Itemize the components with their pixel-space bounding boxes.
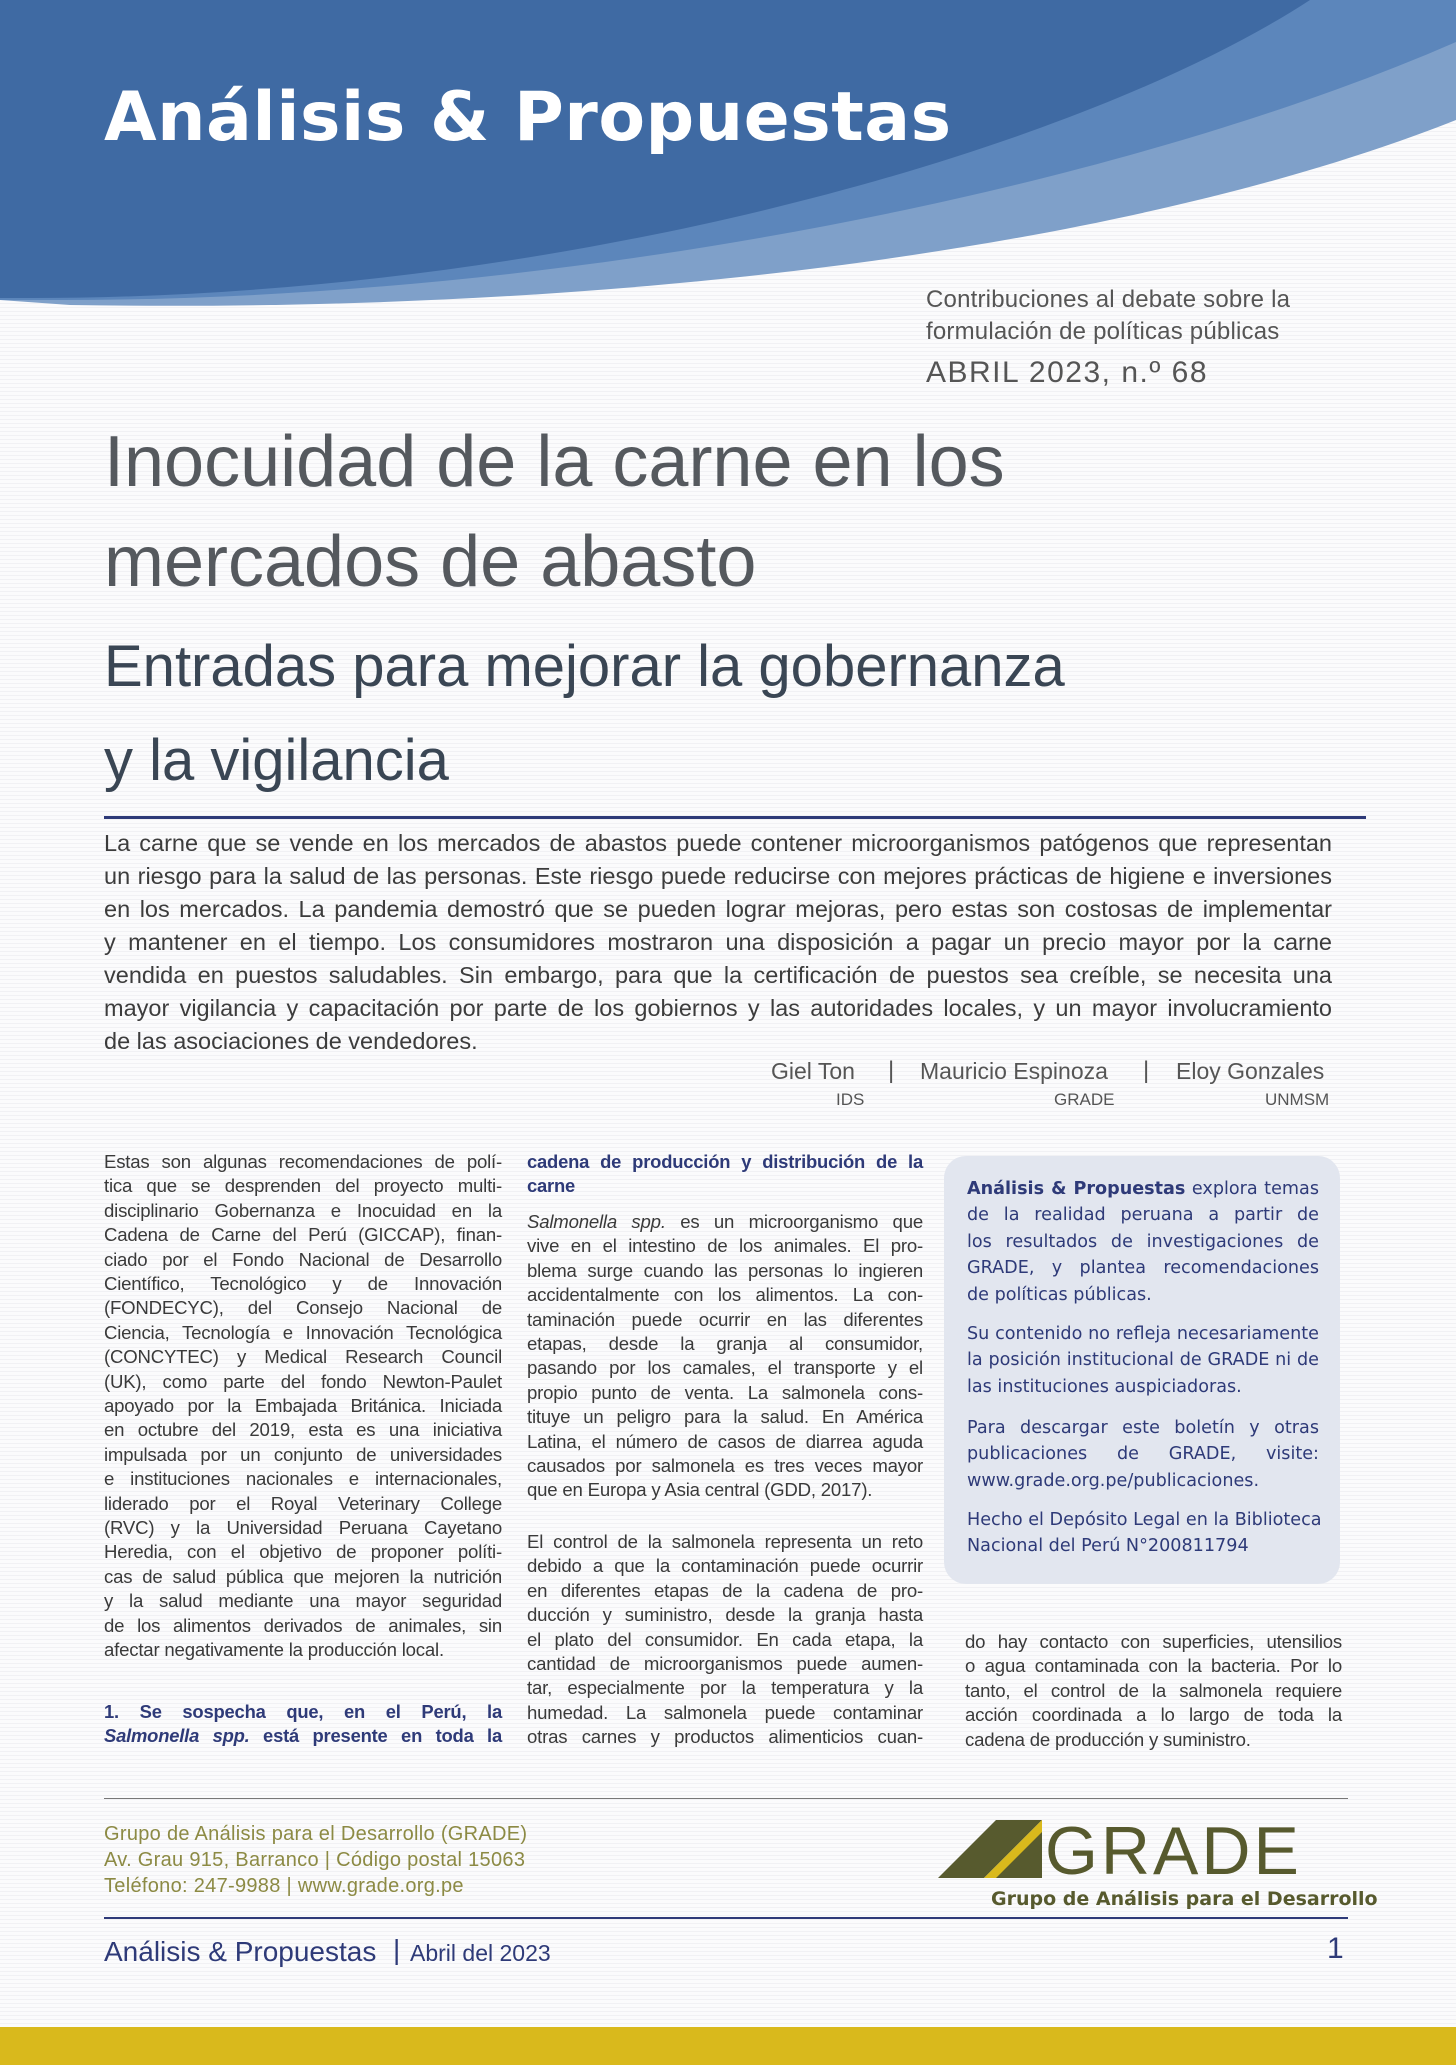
footer-date: Abril del 2023 (410, 1940, 551, 1966)
body-text-line: o agua contaminada con la bacteria. Por lo (965, 1655, 1342, 1677)
body-text-line: (CONCYTEC) y Medical Research Council (104, 1346, 502, 1368)
body-text-line: liderado por el Royal Veterinary College (104, 1492, 502, 1514)
body-text-line: tanto, el control de la salmonela requiere (965, 1679, 1342, 1701)
bottom-accent-bar (0, 2027, 1456, 2065)
abstract-line: en los mercados. La pandemia demostró que se pueden lograr mejoras, pero estas son costosas de implementar (104, 896, 1332, 922)
body-text-line: (FONDECYC), del Consejo Nacional de (104, 1297, 502, 1319)
body-text-line: (RVC) y la Universidad Peruana Cayetano (104, 1517, 502, 1538)
abstract-line: vendida en puestos saludables. Sin embargo, para que la certificación de puestos sea creíble, se necesita una (104, 962, 1332, 988)
body-text-line: Latina, el número de casos de diarrea aguda (527, 1430, 923, 1452)
body-text-line: propio punto de venta. La salmonela cons- (527, 1381, 923, 1403)
footer-rule (104, 1917, 1348, 1919)
article-subtitle-line: Entradas para mejorar la gobernanza (104, 634, 1065, 699)
article-title-line: Inocuidad de la carne en los (104, 422, 1005, 502)
sidebar-text-line: Hecho el Depósito Legal en la Biblioteca (967, 1510, 1322, 1530)
org-name: Grupo de Análisis para el Desarrollo (GRADE) (104, 1823, 528, 1845)
body-text-line: que en Europa y Asia central (GDD, 2017). (527, 1479, 873, 1501)
body-text-line: cadena de producción y suministro. (965, 1728, 1251, 1750)
header-banner (0, 0, 1456, 320)
sidebar-text-line: de políticas públicas. (967, 1284, 1152, 1305)
sidebar-text-line: los resultados de investigaciones de (967, 1231, 1319, 1252)
grade-logo-tagline: Grupo de Análisis para el Desarrollo (991, 1888, 1378, 1910)
body-text-line: apoyado por la Embajada Británica. Iniciada (104, 1395, 502, 1416)
sidebar-link-text: www.grade.org.pe/publicaciones. (967, 1470, 1260, 1491)
tagline: formulación de políticas públicas (926, 318, 1280, 345)
body-text-line: Estas son algunas recomendaciones de polí- (104, 1151, 502, 1172)
body-text-line: en octubre del 2019, esta es una iniciativa (104, 1419, 502, 1441)
body-text-line: acción coordinada a lo largo de toda la (965, 1704, 1342, 1726)
body-text-line: afectar negativamente la producción local. (104, 1639, 444, 1660)
title-divider (104, 816, 1366, 819)
body-text-line: (UK), como parte del fondo Newton-Paulet (104, 1370, 502, 1392)
body-text-line: taminación puede ocurrir en las diferentes (527, 1308, 923, 1330)
body-text-line: Heredia, con el objetivo de proponer políti- (104, 1541, 502, 1563)
author-name: Mauricio Espinoza (920, 1058, 1108, 1084)
body-text-line: el plato del consumidor. En cada etapa, la (527, 1628, 923, 1650)
body-text-line: en diferentes etapas de la cadena de pro- (527, 1579, 923, 1601)
sidebar-text-line: Su contenido no refleja necesariamente (967, 1324, 1319, 1344)
abstract-line: La carne que se vende en los mercados de abastos puede contener microorganismos patógenos que representan (104, 830, 1332, 856)
body-text-line: cas de salud pública que mejoren la nutrición (104, 1565, 502, 1587)
body-text-line: Cadena de Carne del Perú (GICCAP), finan- (104, 1224, 502, 1246)
body-text-line: impulsada por un conjunto de universidades (104, 1443, 502, 1465)
body-text-line: e instituciones nacionales e internacionales, (104, 1468, 502, 1490)
body-text-line: pasando por los camales, el transporte y el (527, 1357, 923, 1379)
sidebar-text-line: la posición institucional de GRADE ni de (967, 1350, 1319, 1371)
section-heading: Salmonella spp. está presente en toda la (104, 1725, 502, 1747)
body-text-line: humedad. La salmonela puede contaminar (527, 1701, 923, 1723)
sidebar-text-line: GRADE, y plantea recomendaciones (967, 1258, 1319, 1279)
sidebar-text-line: Nacional del Perú N°200811794 (967, 1536, 1249, 1557)
author-name: Giel Ton (771, 1058, 855, 1084)
body-text-line: disciplinario Gobernanza e Inocuidad en la (104, 1199, 502, 1221)
section-heading: 1. Se sospecha que, en el Perú, la (104, 1701, 502, 1722)
body-text-line: cantidad de microorganismos puede aumen- (527, 1653, 923, 1674)
footer-series-name: Análisis & Propuestas (104, 1936, 377, 1967)
body-text-line: debido a que la contaminación puede ocurrir (527, 1555, 923, 1577)
article-title (104, 412, 1404, 612)
body-text-line: ducción y suministro, desde la granja hasta (527, 1604, 923, 1626)
body-text-line: tar, especialmente por la temperatura y la (527, 1677, 923, 1699)
org-address: Av. Grau 915, Barranco | Código postal 15063 (104, 1849, 526, 1871)
author-affiliation: IDS (836, 1090, 865, 1109)
body-text-line: do hay contacto con superficies, utensilios (965, 1631, 1342, 1652)
abstract-line: mayor vigilancia y capacitación por parte de los gobiernos y las autoridades locales, y un mayor involucramiento (104, 995, 1332, 1021)
body-text-line: ciado por el Fondo Nacional de Desarrollo (104, 1248, 502, 1270)
footer-separator: | (393, 1934, 401, 1965)
body-text-line: vive en el intestino de los animales. El pro- (527, 1235, 923, 1257)
section-heading: carne (527, 1175, 576, 1197)
series-title: Análisis & Propuestas (104, 78, 952, 157)
article-subtitle (104, 620, 1404, 808)
tagline: Contribuciones al debate sobre la (926, 286, 1291, 313)
sidebar-text-line: publicaciones de GRADE, visite: (967, 1444, 1319, 1465)
org-contact: Teléfono: 247-9988 | www.grade.org.pe (104, 1875, 464, 1897)
author-affiliation: GRADE (1054, 1090, 1115, 1109)
body-text-line: tituye un peligro para la salud. En América (527, 1406, 923, 1428)
body-text-line: y la salud mediante una mayor seguridad (104, 1590, 502, 1612)
body-text-line: Ciencia, Tecnología e Innovación Tecnológica (104, 1321, 502, 1343)
page-number: 1 (1327, 1932, 1344, 1965)
sidebar-text-line: Para descargar este boletín y otras (967, 1418, 1319, 1438)
sidebar-text-line: las instituciones auspiciadoras. (967, 1376, 1242, 1397)
sidebar-text-line: Análisis & Propuestas explora temas (967, 1179, 1319, 1199)
body-text-line: causados por salmonela es tres veces mayor (527, 1455, 923, 1476)
author-name: Eloy Gonzales (1176, 1058, 1325, 1084)
author-separator: | (888, 1057, 895, 1084)
issue-label: ABRIL 2023, n.º 68 (926, 356, 1209, 389)
footer-divider (104, 1798, 1348, 1799)
author-affiliation: UNMSM (1265, 1090, 1330, 1109)
body-text-line: Salmonella spp. es un microorganismo que (527, 1211, 923, 1232)
section-heading: cadena de producción y distribución de la (527, 1151, 923, 1172)
body-text-line: de los alimentos derivados de animales, sin (104, 1614, 502, 1636)
sidebar-text-line: de la realidad peruana a partir de (967, 1205, 1319, 1226)
abstract-line: y mantener en el tiempo. Los consumidores mostraron una disposición a pagar un precio mayor por la carne (104, 929, 1332, 955)
body-text-line: etapas, desde la granja al consumidor, (527, 1333, 923, 1354)
body-text-line: blema surge cuando las personas lo ingieren (527, 1259, 923, 1281)
body-text-line: tica que se desprenden del proyecto multi- (104, 1175, 502, 1197)
body-text-line: otras carnes y productos alimenticios cuan- (527, 1726, 923, 1748)
body-text-line: accidentalmente con los alimentos. La con- (527, 1284, 923, 1306)
grade-logo-text: GRADE (1045, 1813, 1302, 1889)
body-text-line: Científico, Tecnológico y de Innovación (104, 1273, 502, 1294)
article-title-line: mercados de abasto (104, 522, 757, 602)
abstract-line: de las asociaciones de vendedores. (104, 1028, 478, 1054)
abstract-line: un riesgo para la salud de las personas. Este riesgo puede reducirse con mejores prácticas de higiene e inversiones (104, 863, 1332, 889)
article-subtitle-line: y la vigilancia (104, 728, 449, 793)
author-separator: | (1143, 1057, 1150, 1084)
body-text-line: El control de la salmonela representa un reto (527, 1531, 923, 1552)
